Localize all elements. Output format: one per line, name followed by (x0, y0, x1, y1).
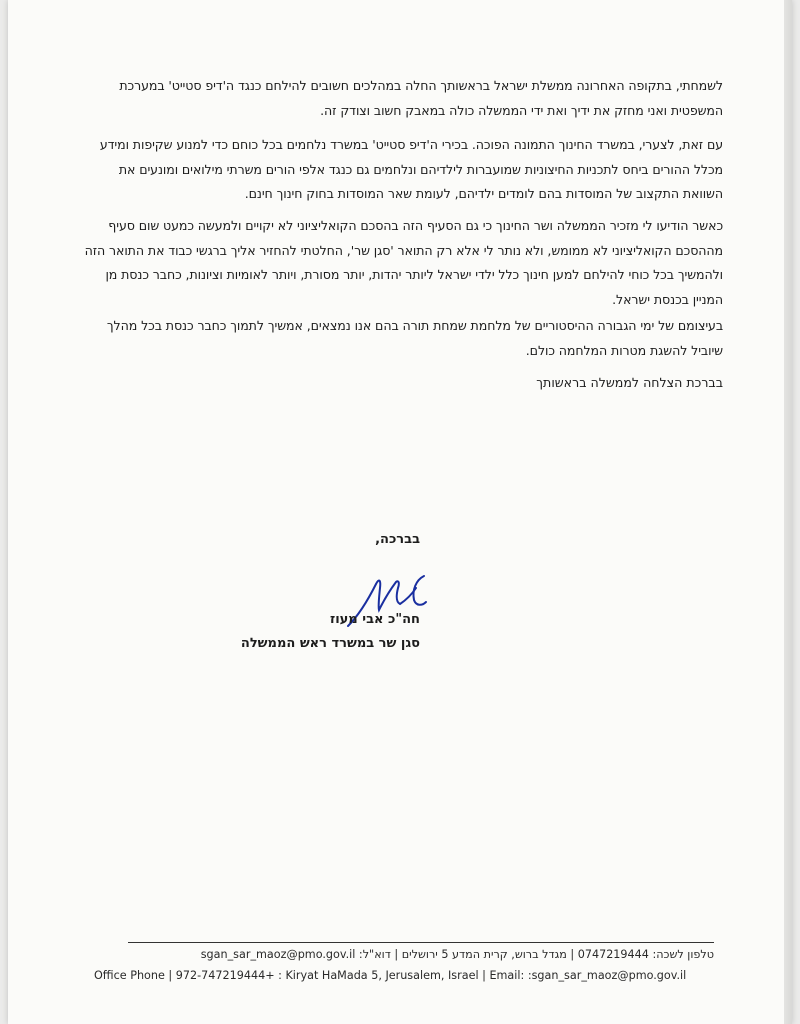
greeting: בברכה, (375, 532, 420, 547)
signer-title: סגן שר במשרד ראש הממשלה (240, 636, 420, 651)
paragraph-3: כאשר הודיעו לי מזכיר הממשלה ושר החינוך כי גם הסעיף הזה בהסכם הקואליציוני לא יקויים ולמעשה כמעט שום סעיף מההסכם הקואליציוני לא ממומש, ולא נותר לי אלא רק התואר 'סגן שר', החלטתי להחזיר אליך ברגשי כבוד את התואר הזה ולהמשיך בכל כוחי להילחם למען חינוך כלל ילדי ישראל ליותר יהדות, יותר מסורת, ויותר לאומיות וציונות, כחבר כנסת מן המניין בכנסת ישראל. (84, 218, 723, 307)
footer-contact-english: Office Phone | 972-747219444+ : Kiryat HaMada 5, Jerusalem, Israel | Email: :sgan_sar_maoz@pmo.gov.il (94, 969, 687, 982)
letter-page (8, 0, 792, 1024)
signer-name: חה"כ אבי מעוז (329, 612, 420, 627)
footer-divider (128, 942, 714, 943)
footer-contact-hebrew: טלפון לשכה: 0747219444 | מגדל ברוש, קרית המדע 5 ירושלים | דוא"ל: sgan_sar_maoz@pmo.gov.il (200, 948, 714, 961)
paragraph-2: עם זאת, לצערי, במשרד החינוך התמונה הפוכה. בכירי ה'דיפ סטייט' במשרד נלחמים בכל כוחם כדי למנוע שקיפות ומידע מכלל ההורים ביחס לתכניות החיצוניות שמועברות לילדיהם ונלחמים גם כנגד אלפי הורים משרתי מילואים ומונעים את השוואת התקצוב של המוסדות בהם לומדים ילדיהם, לעומת שאר המוסדות בחוק חינוך חינם. (99, 137, 723, 201)
paragraph-1: לשמחתי, בתקופה האחרונה ממשלת ישראל בראשותך החלה במהלכים חשובים להילחם כנגד ה'דיפ סטייט' במערכת המשפטית ואני מחזק את ידיך ואת ידי הממשלה כולה במאבק חשוב וצודק זה. (119, 78, 723, 118)
page-edge (784, 0, 792, 1024)
closing-line: בברכת הצלחה לממשלה בראשותך (536, 375, 723, 390)
paragraph-4: בעיצומם של ימי הגבורה ההיסטוריים של מלחמת שמחת תורה בהם אנו נמצאים, אמשיך לתמוך כחבר כנסת בכל מהלך שיוביל להשגת מטרות המלחמה כולם. (106, 318, 723, 358)
